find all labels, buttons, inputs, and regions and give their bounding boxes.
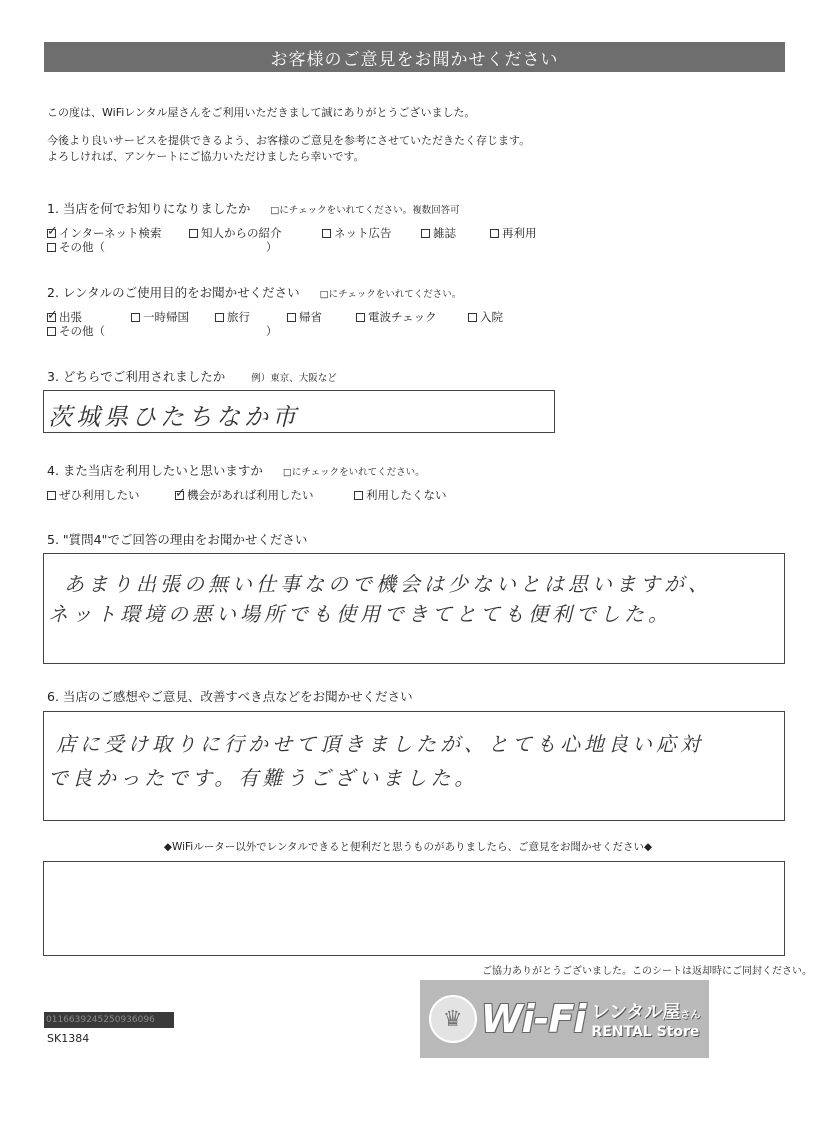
q1-note: □にチェックをいれてください。複数回答可 <box>270 205 460 216</box>
q5-answer-field[interactable] <box>43 553 785 664</box>
option-label: ぜひ利用したい <box>59 488 140 502</box>
checkmark-icon: ✓ <box>47 307 58 323</box>
checkmark-icon: ✓ <box>175 485 186 501</box>
page-title: お客様のご意見をお聞かせください <box>44 42 785 72</box>
checkmark-icon: ✓ <box>47 223 58 239</box>
option-label: ネット広告 <box>334 226 392 240</box>
logo-right <box>591 998 700 1040</box>
q1-option-reuse[interactable] <box>490 225 537 241</box>
checkbox[interactable] <box>490 229 499 238</box>
intro-line-2: 今後より良いサービスを提供できるよう、お客様のご意見を参考にさせていただきたく存じます。 <box>47 134 531 147</box>
q4-option-if-chance[interactable] <box>175 487 314 503</box>
logo-wifi-text: Wi-Fi <box>480 997 586 1041</box>
option-label: 再利用 <box>502 226 537 240</box>
q2-option-hospital[interactable] <box>468 309 503 325</box>
logo-jp-text: レンタル屋 <box>591 1002 681 1023</box>
checkbox[interactable] <box>421 229 430 238</box>
q4-option-no[interactable] <box>354 487 447 503</box>
logo-san-text: さん <box>680 1010 701 1021</box>
option-label: その他（ ） <box>59 240 278 254</box>
q6-title: 6. 当店のご感想やご意見、改善すべき点などをお聞かせください <box>47 689 413 704</box>
checkbox[interactable] <box>354 491 363 500</box>
q7-title: ◆WiFiルーター以外でレンタルできると便利だと思うものがありましたら、ご意見をお聞かせください◆ <box>163 841 653 853</box>
q5-answer-line-1: あまり出張の無い仕事なので機会は少ないとは思いますが、 <box>64 572 712 596</box>
q1-option-other[interactable] <box>47 239 277 255</box>
checkbox[interactable] <box>189 229 198 238</box>
q2-title <box>47 283 461 301</box>
option-label: 利用したくない <box>366 488 447 502</box>
q4-title-text: 4. また当店を利用したいと思いますか <box>47 463 263 478</box>
checkbox[interactable] <box>175 485 186 501</box>
option-label: 出張 <box>59 310 82 324</box>
q3-example: 例）東京、大阪など <box>251 373 337 384</box>
checkbox[interactable] <box>131 313 140 322</box>
option-label: 機会があれば利用したい <box>187 488 314 502</box>
brand-logo <box>420 980 709 1058</box>
q5-answer-line-2: ネット環境の悪い場所でも使用できてとても便利でした。 <box>48 602 672 626</box>
logo-en-text: RENTAL Store <box>591 1024 700 1040</box>
q4-title <box>47 461 425 479</box>
q1-option-ad[interactable] <box>322 225 392 241</box>
q4-note: □にチェックをいれてください。 <box>282 467 425 478</box>
q3-answer-field[interactable] <box>43 390 555 433</box>
option-label: 知人からの紹介 <box>201 226 282 240</box>
intro-line-1: この度は、WiFiレンタル屋さんをご利用いただきまして誠にありがとうございました。 <box>47 106 476 119</box>
q7-answer-field[interactable] <box>43 861 785 956</box>
checkbox[interactable] <box>215 313 224 322</box>
q2-option-other[interactable] <box>47 323 277 339</box>
option-label: 一時帰国 <box>143 310 189 324</box>
q3-title <box>47 367 337 385</box>
checkbox[interactable] <box>47 307 58 323</box>
checkbox[interactable] <box>468 313 477 322</box>
q2-option-visit-home[interactable] <box>287 309 322 325</box>
checkbox[interactable] <box>47 491 56 500</box>
checkbox[interactable] <box>287 313 296 322</box>
redacted-serial: 0116639245250936096 <box>44 1012 174 1028</box>
q1-title <box>47 199 460 217</box>
checkbox[interactable] <box>322 229 331 238</box>
q5-title: 5. "質問4"でご回答の理由をお聞かせください <box>47 532 308 547</box>
q3-title-text: 3. どちらでご利用されましたか <box>47 369 226 384</box>
option-label: その他（ ） <box>59 324 278 338</box>
q2-option-signal-check[interactable] <box>356 309 437 325</box>
q2-title-text: 2. レンタルのご使用目的をお聞かせください <box>47 285 300 300</box>
q6-answer-line-1: 店に受け取りに行かせて頂きましたが、とても心地良い応対 <box>56 732 704 756</box>
option-label: 入院 <box>480 310 503 324</box>
option-label: 電波チェック <box>368 310 437 324</box>
thanks-note: ご協力ありがとうございました。このシートは返却時にご同封ください。 <box>482 966 812 977</box>
intro-line-3: よろしければ、アンケートにご協力いただけましたら幸いです。 <box>47 150 365 163</box>
sheet-code: SK1384 <box>47 1032 90 1045</box>
checkbox[interactable] <box>356 313 365 322</box>
option-label: 旅行 <box>227 310 250 324</box>
crown-mascot-icon: ♛ <box>429 995 477 1043</box>
logo-jp-line <box>591 998 700 1024</box>
q4-option-definitely[interactable] <box>47 487 140 503</box>
q6-answer-line-2: で良かったです。有難うございました。 <box>48 766 479 790</box>
q2-note: □にチェックをいれてください。 <box>319 289 462 300</box>
option-label: 帰省 <box>299 310 322 324</box>
checkbox[interactable] <box>47 327 56 336</box>
checkbox[interactable] <box>47 243 56 252</box>
checkbox[interactable] <box>47 223 58 239</box>
option-label: 雑誌 <box>433 226 456 240</box>
q3-answer-text: 茨城県ひたちなか市 <box>48 403 300 431</box>
q6-answer-field[interactable] <box>43 711 785 821</box>
q1-title-text: 1. 当店を何でお知りになりましたか <box>47 201 251 216</box>
option-label: インターネット検索 <box>59 226 162 240</box>
q1-option-magazine[interactable] <box>421 225 456 241</box>
